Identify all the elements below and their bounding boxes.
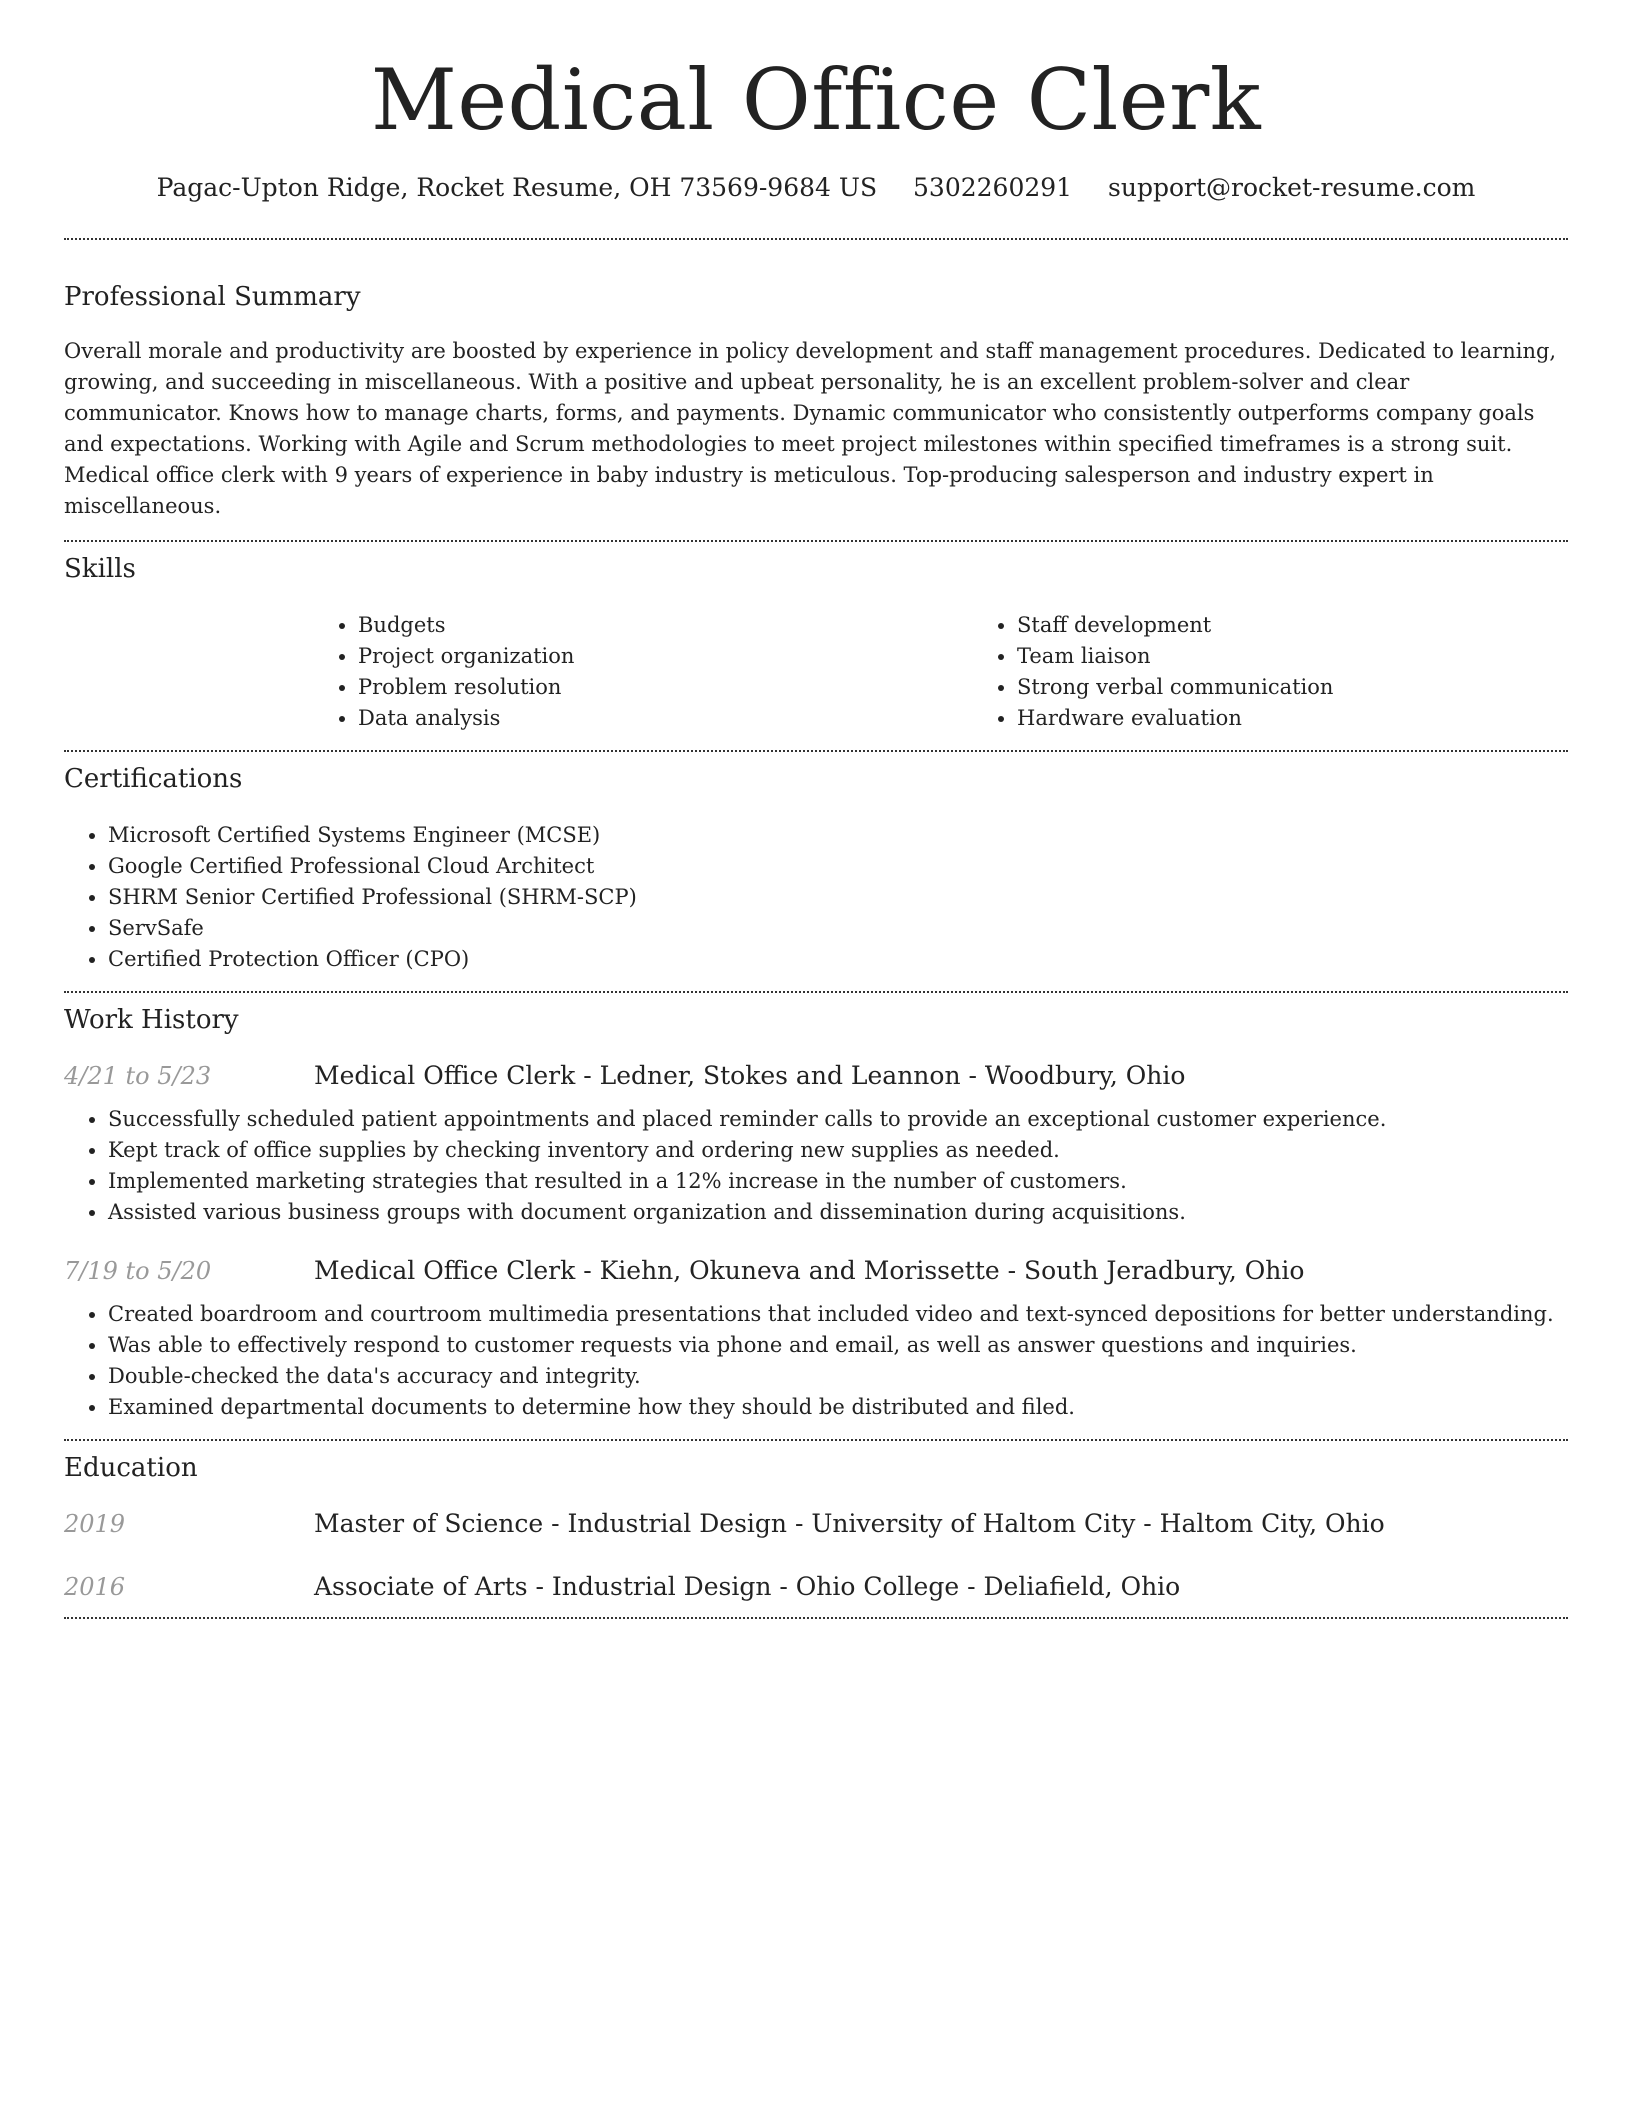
education-degree: Associate of Arts - Industrial Design - Ohio College - Deliafield, Ohio — [314, 1571, 1181, 1601]
job-header — [64, 1256, 1568, 1285]
education-degree: Master of Science - Industrial Design - University of Haltom City - Haltom City, Ohio — [314, 1508, 1385, 1538]
skills-list-right — [973, 610, 1632, 734]
divider — [64, 1617, 1568, 1619]
job-bullets — [64, 1104, 1568, 1228]
list-item: • Staff development — [1017, 610, 1632, 641]
skills-grid — [314, 610, 1568, 734]
education-year: 2019 — [64, 1509, 126, 1538]
list-item: • Certified Protection Officer (CPO) — [108, 944, 1568, 975]
work-section — [64, 993, 1568, 1439]
list-item: • Budgets — [358, 610, 973, 641]
job-title: Medical Office Clerk - Kiehn, Okuneva and Morissette - South Jeradbury, Ohio — [314, 1255, 1305, 1285]
list-item: • Successfully scheduled patient appointments and placed reminder calls to provide an exceptional customer experience. — [108, 1104, 1568, 1135]
contact-email: support@rocket-resume.com — [1108, 172, 1476, 202]
list-item: • Google Certified Professional Cloud Architect — [108, 851, 1568, 882]
education-heading: Education — [64, 1452, 198, 1483]
education-section — [64, 1441, 1568, 1617]
list-item: • Implemented marketing strategies that resulted in a 12% increase in the number of customers. — [108, 1166, 1568, 1197]
skills-section — [64, 542, 1568, 750]
list-item: • Project organization — [358, 641, 973, 672]
list-item: • Created boardroom and courtroom multimedia presentations that included video and text-synced depositions for better understanding. — [108, 1299, 1568, 1330]
list-item: • Hardware evaluation — [1017, 703, 1632, 734]
summary-heading: Professional Summary — [64, 281, 361, 312]
list-item: • Team liaison — [1017, 641, 1632, 672]
job-title: Medical Office Clerk - Ledner, Stokes and Leannon - Woodbury, Ohio — [314, 1060, 1186, 1090]
list-item: • Microsoft Certified Systems Engineer (MCSE) — [108, 820, 1568, 851]
list-item: • ServSafe — [108, 913, 1568, 944]
contact-address: Pagac-Upton Ridge, Rocket Resume, OH 73569-9684 US — [156, 172, 878, 202]
job-header — [64, 1061, 1568, 1090]
list-item: • Problem resolution — [358, 672, 973, 703]
education-entry — [64, 1509, 1568, 1538]
list-item: • SHRM Senior Certified Professional (SHRM-SCP) — [108, 882, 1568, 913]
summary-section — [64, 240, 1568, 540]
certifications-section — [64, 752, 1568, 991]
list-item: • Examined departmental documents to determine how they should be distributed and filed. — [108, 1392, 1568, 1423]
job-bullets — [64, 1299, 1568, 1423]
job-dates: 4/21 to 5/23 — [64, 1061, 212, 1090]
certifications-list — [64, 820, 1568, 975]
skills-list-left — [314, 610, 973, 734]
list-item: • Strong verbal communication — [1017, 672, 1632, 703]
list-item: • Kept track of office supplies by checking inventory and ordering new supplies as needed. — [108, 1135, 1568, 1166]
list-item: • Data analysis — [358, 703, 973, 734]
skills-heading: Skills — [64, 553, 136, 584]
list-item: • Double-checked the data's accuracy and integrity. — [108, 1361, 1568, 1392]
education-entry — [64, 1572, 1568, 1601]
list-item: • Assisted various business groups with document organization and dissemination during acquisitions. — [108, 1197, 1568, 1228]
education-year: 2016 — [64, 1572, 126, 1601]
job-entry — [64, 1061, 1568, 1228]
job-entry — [64, 1256, 1568, 1423]
contact-phone: 5302260291 — [913, 172, 1073, 202]
contact-line — [64, 173, 1568, 202]
job-dates: 7/19 to 5/20 — [64, 1256, 212, 1285]
resume-name: Medical Office Clerk — [370, 51, 1262, 149]
work-heading: Work History — [64, 1004, 239, 1035]
certifications-heading: Certifications — [64, 763, 243, 794]
list-item: • Was able to effectively respond to customer requests via phone and email, as well as answer questions and inquiries. — [108, 1330, 1568, 1361]
summary-text: Overall morale and productivity are boosted by experience in policy development and staff management procedures. Dedicated to learning, growing, and succeeding in miscellaneous. With a positive and upbeat personality, he is an excellent problem-solver and clear communicator. Knows how to manage charts, forms, and payments. Dynamic communicator who consistently outperforms company goals and expectations. Working with Agile and Scrum methodologies to meet project milestones within specified timeframes is a strong suit. Medical office clerk with 9 years of experience in baby industry is meticulous. Top-producing salesperson and industry expert in miscellaneous. — [64, 338, 1557, 518]
